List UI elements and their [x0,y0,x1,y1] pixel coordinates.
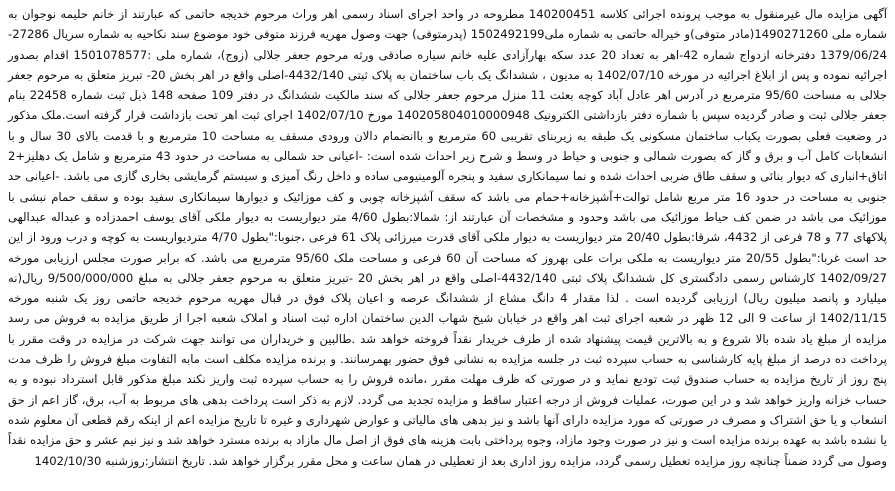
notice-text: آگهی مزایده مال غیرمنقول به موجب پرونده اجرائی کلاسه 140200451 مطروحه در واحد اجرای اسناد رسمی اهر وراث مرحوم خدیجه حاتمی که عبارتند از خانم حلیمه نوجوان به شماره ملی 1490271260(مادر متوفی)و خیراله حاتمی به شماره ملی1502492199 (پدرمتوفی) جهت وصول مهریه فرزند متوفی خود موضوع سند نکاحیه به شماره سریال 27286-1379/06/24 دفترخانه ازدواج شماره 42-اهر به تعداد 20 عدد سکه بهارآزادی علیه خانم سیاره صادقی ورثه مرحوم جعفر جلالی (زوج)، شماره ملی :1501078577 اقدام بصدور اجرائیه نموده و پس از ابلاغ اجرائیه در مورخه 1402/07/10 به مدیون ، ششدانگ یک باب ساختمان به پلاک ثبتی 4432/140-اصلی واقع در اهر بخش 20- تبریز متعلق به مرحوم جعفر جلالی به مساحت 95/60 مترمربع در آدرس اهر عادل آباد کوچه بعثت 11 منزل مرحوم جعفر جلالی که سند مالکیت ششدانگ در دفتر 109 صفحه 148 ذیل ثبت شماره 22458 بنام جعفر جلالی ثبت و صادر گردیده سپس با شماره دفتر بازداشتی الکترونیک 140205804010000948 مورخ 1402/07/10 اجرای ثبت اهر تحت بازداشت قرار گرفته است.ملک مذکور در وضعیت فعلی بصورت یکباب ساختمان مسکونی یک طبقه به زیربنای تقریبی 60 مترمربع و باانضمام دالان ورودی مسقف به مساحت 10 مترمربع و با قدمت بالای 30 سال و با انشعابات کامل آب و برق و گاز که بصورت شمالی و جنوبی و حیاط در وسط و شرح زیر احداث شده است: -اعیانی حد شمالی به مساحت در حدود 43 مترمربع و شامل یک دهلیز+2 اتاق+انباری که دیوار بنائی و سقف طاق ضربی احداث شده و نما سیمانکاری سفید و پنجره آلومینیومی ساده و داخل رنگ آمیزی و سیستم گرمایشی بخاری گازی می باشد. -اعیانی حد جنوبی به مساحت در حدود 16 متر مربع شامل توالت+آشپزخانه+حمام می باشد که سقف آشپزخانه چوبی و کف موزائیک و دیوارها سیمانکاری سفید بوده و سقف حمام نبشی با موزائیک می باشد در ضمن کف حیاط موزائیک می باشد وحدود و مشخصات آن عبارتند از: شمالا:بطول 4/60 متر دیواریست به دیوار ملکی آقای یوسف احمدزاده و عبداله عبدالهی پلاکهای 77 و 78 فرعی از 4432، شرقا:بطول 20/40 متر دیواریست به دیوار ملکی آقای قدرت میرزائی پلاک 61 فرعی ،جنوبا:"بطول 4/70 متردیواریست به کوچه و درب ورود از این حد است غربا:"بطول 20/55 متر دیواریست به ملکی برات علی بهروز که مساحت آن 60 فرعی و مساحت ملک 95/60 مترمربع می باشد. که برابر صورت مجلس ارزیابی مورخه 1402/09/27 کارشناس رسمی دادگستری کل ششدانگ پلاک ثبتی 4432/140-اصلی واقع در اهر بخش 20 -تبریز متعلق به مرحوم جعفر جلالی به مبلغ 9/500/000/000 ریال(نه میلیارد و پانصد میلیون ریال) ارزیابی گردیده است . لذا مقدار 4 دانگ مشاع از ششدانگ عرصه و اعیان پلاک فوق در قبال مهریه مرحوم خدیجه حاتمی روز یک شنبه مورخه 1402/11/15 از ساعت 9 الی 12 ظهر در شعبه اجرای ثبت اهر واقع در خیابان شیخ شهاب الدین ساختمان اداره ثبت اسناد و املاک شعبه اجرا از طریق مزایده به فروش می رسد مزایده از مبلغ یاد شده بالا شروع و به بالاترین قیمت پیشنهاد شده از طرف خریدار نقداً فروخته خواهد شد .طالبین و خریداران می توانند جهت شرکت در مزایده در وقت مقرر با پرداخت ده درصد از مبلغ پایه کارشناسی به حساب سپرده ثبت در جلسه مزایده به نشانی فوق حضور بهمرسانند. و برنده مزایده مکلف است مابه التفاوت مبلغ فروش را ظرف مدت پنج روز از تاریخ مزایده به حساب صندوق ثبت تودیع نماید و در صورتی که ظرف مهلت مقرر ،مانده فروش را به حساب سپرده ثبت واریز نکند مبلغ مذکور قابل استرداد نبوده و به حساب خزانه واریز خواهد شد و در این صورت، عملیات فروش از درجه اعتبار ساقط و مزایده تجدید می گردد. لازم به ذکر است پرداخت بدهی های مربوط به آب، برق، گاز اعم از حق انشعاب و یا حق اشتراک و مصرف در صورتی که مورد مزایده دارای آنها باشد و نیز بدهی های مالیاتی و عوارض شهرداری و غیره تا تاریخ مزایده اعم از اینکه رقم قطعی آن معلوم شده یا نشده باشد به عهده برنده مزایده است و نیز در صورت وجود مازاد، وجوه پرداختی بابت هزینه های فوق از اصل مال مازاد به برنده مسترد خواهد شد و نیز نیم عشر و حق مزایده نقداً وصول می گردد ضمناً چنانچه روز مزایده تعطیل رسمی گردد، مزایده روز اداری بعد از تعطیلی در همان ساعت و محل مقرر برگزار خواهد شد. تاریخ انتشار:روزشنبه 1402/10/30 [8,7,888,468]
